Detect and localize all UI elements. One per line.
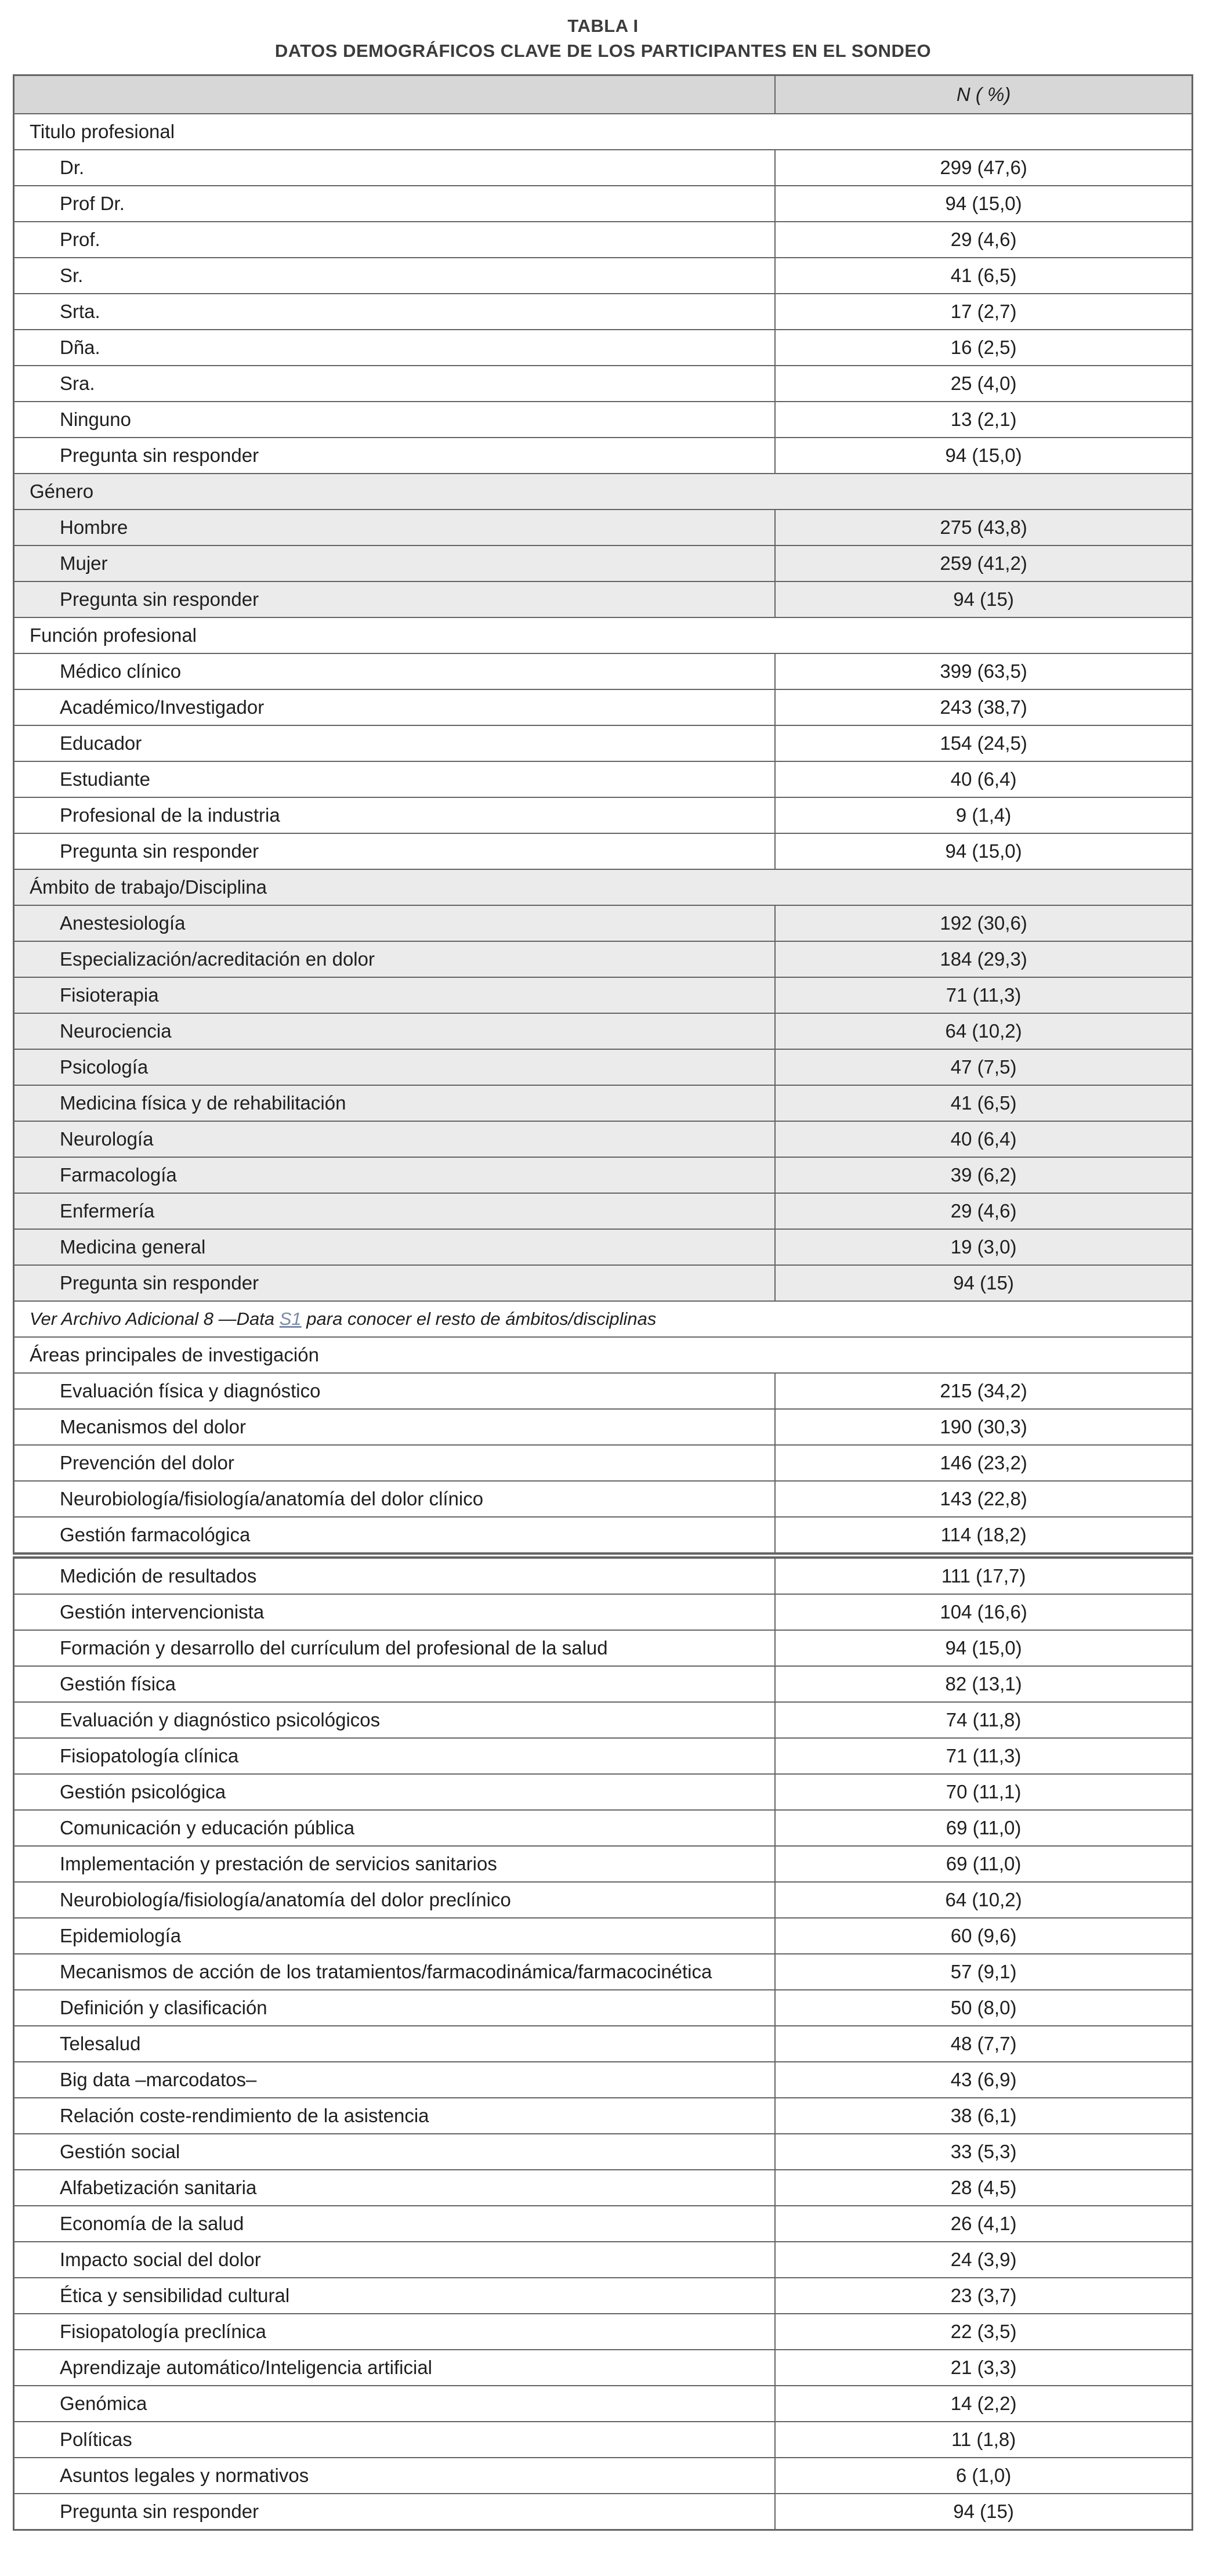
row-value: 243 (38,7) (775, 689, 1192, 725)
row-value: 47 (7,5) (775, 1049, 1192, 1085)
row-label: Enfermería (14, 1193, 776, 1229)
row-label: Hombre (14, 510, 776, 545)
note-text (14, 1301, 1193, 1337)
row-value: 275 (43,8) (775, 510, 1192, 545)
table-row (14, 1085, 1193, 1121)
row-label: Mecanismos del dolor (14, 1409, 776, 1445)
row-label: Dr. (14, 150, 776, 186)
row-label: Neurobiología/fisiología/anatomía del dolor preclínico (14, 1882, 776, 1918)
table-row (14, 1630, 1193, 1666)
row-label: Evaluación física y diagnóstico (14, 1373, 776, 1409)
row-label: Prevención del dolor (14, 1445, 776, 1481)
row-label: Pregunta sin responder (14, 1265, 776, 1301)
table-row (14, 2134, 1193, 2170)
table-row (14, 2098, 1193, 2134)
row-label: Ética y sensibilidad cultural (14, 2278, 776, 2314)
row-value: 94 (15) (775, 581, 1192, 617)
row-label: Gestión farmacológica (14, 1517, 776, 1556)
row-label: Comunicación y educación pública (14, 1810, 776, 1846)
table-row (14, 1229, 1193, 1265)
row-label: Neurobiología/fisiología/anatomía del dolor clínico (14, 1481, 776, 1517)
table-row (14, 1157, 1193, 1193)
row-value: 38 (6,1) (775, 2098, 1192, 2134)
table-row (14, 1373, 1193, 1409)
section-header-label: Género (14, 474, 1193, 510)
row-value: 146 (23,2) (775, 1445, 1192, 1481)
row-value: 50 (8,0) (775, 1990, 1192, 2026)
row-label: Pregunta sin responder (14, 581, 776, 617)
table-row (14, 330, 1193, 366)
row-value: 111 (17,7) (775, 1555, 1192, 1594)
row-label: Asuntos legales y normativos (14, 2458, 776, 2494)
row-label: Médico clínico (14, 653, 776, 689)
table-row (14, 2314, 1193, 2350)
table-row (14, 581, 1193, 617)
table-row (14, 689, 1193, 725)
row-value: 94 (15,0) (775, 438, 1192, 474)
row-label: Pregunta sin responder (14, 438, 776, 474)
table-row (14, 1193, 1193, 1229)
row-label: Psicología (14, 1049, 776, 1085)
table-row (14, 2458, 1193, 2494)
row-label: Definición y clasificación (14, 1990, 776, 2026)
table-row (14, 1702, 1193, 1738)
row-value: 6 (1,0) (775, 2458, 1192, 2494)
row-value: 399 (63,5) (775, 653, 1192, 689)
row-label: Aprendizaje automático/Inteligencia artificial (14, 2350, 776, 2386)
table-note-row (14, 1301, 1193, 1337)
table-row (14, 2494, 1193, 2530)
row-value: 69 (11,0) (775, 1810, 1192, 1846)
row-value: 41 (6,5) (775, 258, 1192, 294)
table-row (14, 1265, 1193, 1301)
row-value: 259 (41,2) (775, 545, 1192, 581)
row-label: Sr. (14, 258, 776, 294)
row-label: Anestesiología (14, 905, 776, 941)
table-row (14, 1738, 1193, 1774)
table-row (14, 653, 1193, 689)
table-header-row (14, 75, 1193, 114)
row-value: 40 (6,4) (775, 1121, 1192, 1157)
row-value: 16 (2,5) (775, 330, 1192, 366)
row-value: 13 (2,1) (775, 402, 1192, 438)
row-value: 24 (3,9) (775, 2242, 1192, 2278)
row-label: Fisiopatología preclínica (14, 2314, 776, 2350)
table-row (14, 1810, 1193, 1846)
row-label: Telesalud (14, 2026, 776, 2062)
table-row (14, 222, 1193, 258)
row-label: Economía de la salud (14, 2206, 776, 2242)
note-suffix: para conocer el resto de ámbitos/disciplinas (301, 1308, 657, 1329)
row-label: Alfabetización sanitaria (14, 2170, 776, 2206)
table-row (14, 1846, 1193, 1882)
table-body (14, 75, 1193, 2530)
row-label: Políticas (14, 2422, 776, 2458)
row-value: 14 (2,2) (775, 2386, 1192, 2422)
row-label: Epidemiología (14, 1918, 776, 1954)
section-header-label: Áreas principales de investigación (14, 1337, 1193, 1373)
table-row (14, 797, 1193, 833)
row-value: 33 (5,3) (775, 2134, 1192, 2170)
table-row (14, 510, 1193, 545)
table-row (14, 2422, 1193, 2458)
table-row (14, 977, 1193, 1013)
row-value: 74 (11,8) (775, 1702, 1192, 1738)
row-label: Dña. (14, 330, 776, 366)
section-header-row (14, 1337, 1193, 1373)
page-title: TABLA I (567, 16, 639, 36)
table-row (14, 366, 1193, 402)
row-label: Gestión física (14, 1666, 776, 1702)
table-row (14, 402, 1193, 438)
row-label: Profesional de la industria (14, 797, 776, 833)
table-row (14, 1666, 1193, 1702)
row-value: 94 (15,0) (775, 186, 1192, 222)
row-value: 184 (29,3) (775, 941, 1192, 977)
row-label: Impacto social del dolor (14, 2242, 776, 2278)
table-row (14, 438, 1193, 474)
table-row (14, 1409, 1193, 1445)
row-value: 299 (47,6) (775, 150, 1192, 186)
row-value: 28 (4,5) (775, 2170, 1192, 2206)
table-title-block (13, 14, 1193, 64)
table-row (14, 1990, 1193, 2026)
row-value: 94 (15) (775, 2494, 1192, 2530)
demographics-table (13, 74, 1193, 2531)
section-header-label: Titulo profesional (14, 114, 1193, 150)
row-value: 22 (3,5) (775, 2314, 1192, 2350)
row-label: Ninguno (14, 402, 776, 438)
row-label: Srta. (14, 294, 776, 330)
row-value: 21 (3,3) (775, 2350, 1192, 2386)
row-label: Estudiante (14, 761, 776, 797)
row-value: 9 (1,4) (775, 797, 1192, 833)
row-label: Relación coste-rendimiento de la asistencia (14, 2098, 776, 2134)
table-row (14, 294, 1193, 330)
row-value: 114 (18,2) (775, 1517, 1192, 1556)
row-label: Medicina general (14, 1229, 776, 1265)
header-n-percent-label: N ( %) (775, 75, 1192, 114)
row-label: Genómica (14, 2386, 776, 2422)
table-row (14, 545, 1193, 581)
row-value: 190 (30,3) (775, 1409, 1192, 1445)
table-row (14, 2026, 1193, 2062)
row-value: 17 (2,7) (775, 294, 1192, 330)
row-value: 57 (9,1) (775, 1954, 1192, 1990)
table-row (14, 725, 1193, 761)
table-row (14, 1555, 1193, 1594)
table-row (14, 905, 1193, 941)
table-row (14, 941, 1193, 977)
row-value: 19 (3,0) (775, 1229, 1192, 1265)
row-value: 104 (16,6) (775, 1594, 1192, 1630)
row-label: Neurociencia (14, 1013, 776, 1049)
page-subtitle: DATOS DEMOGRÁFICOS CLAVE DE LOS PARTICIPANTES EN EL SONDEO (274, 40, 932, 61)
row-label: Gestión intervencionista (14, 1594, 776, 1630)
table-row (14, 150, 1193, 186)
row-value: 26 (4,1) (775, 2206, 1192, 2242)
row-label: Especialización/acreditación en dolor (14, 941, 776, 977)
row-value: 94 (15,0) (775, 833, 1192, 869)
section-header-row (14, 474, 1193, 510)
table-row (14, 2278, 1193, 2314)
row-value: 154 (24,5) (775, 725, 1192, 761)
row-label: Implementación y prestación de servicios sanitarios (14, 1846, 776, 1882)
row-value: 40 (6,4) (775, 761, 1192, 797)
row-label: Neurología (14, 1121, 776, 1157)
row-label: Sra. (14, 366, 776, 402)
table-row (14, 1013, 1193, 1049)
row-value: 39 (6,2) (775, 1157, 1192, 1193)
row-value: 23 (3,7) (775, 2278, 1192, 2314)
row-value: 192 (30,6) (775, 905, 1192, 941)
row-label: Evaluación y diagnóstico psicológicos (14, 1702, 776, 1738)
table-row (14, 1882, 1193, 1918)
table-row (14, 2350, 1193, 2386)
table-row (14, 1481, 1193, 1517)
row-label: Pregunta sin responder (14, 2494, 776, 2530)
row-value: 94 (15) (775, 1265, 1192, 1301)
section-header-row (14, 869, 1193, 905)
table-row (14, 2242, 1193, 2278)
row-label: Gestión psicológica (14, 1774, 776, 1810)
row-label: Prof Dr. (14, 186, 776, 222)
table-row (14, 1918, 1193, 1954)
section-header-label: Ámbito de trabajo/Disciplina (14, 869, 1193, 905)
row-value: 43 (6,9) (775, 2062, 1192, 2098)
table-row (14, 2386, 1193, 2422)
row-label: Fisiopatología clínica (14, 1738, 776, 1774)
table-row (14, 1121, 1193, 1157)
row-value: 215 (34,2) (775, 1373, 1192, 1409)
row-value: 11 (1,8) (775, 2422, 1192, 2458)
note-link-s1[interactable]: S1 (279, 1308, 302, 1329)
row-label: Formación y desarrollo del currículum del profesional de la salud (14, 1630, 776, 1666)
table-row (14, 1594, 1193, 1630)
table-row (14, 1954, 1193, 1990)
row-value: 29 (4,6) (775, 222, 1192, 258)
row-label: Mecanismos de acción de los tratamientos/farmacodinámica/farmacocinética (14, 1954, 776, 1990)
table-row (14, 1445, 1193, 1481)
row-value: 25 (4,0) (775, 366, 1192, 402)
row-value: 41 (6,5) (775, 1085, 1192, 1121)
row-label: Big data –marcodatos– (14, 2062, 776, 2098)
row-value: 48 (7,7) (775, 2026, 1192, 2062)
note-prefix: Ver Archivo Adicional 8 —Data (30, 1308, 280, 1329)
section-header-label: Función profesional (14, 617, 1193, 653)
table-row (14, 186, 1193, 222)
table-row (14, 833, 1193, 869)
section-header-row (14, 114, 1193, 150)
row-label: Fisioterapia (14, 977, 776, 1013)
row-value: 71 (11,3) (775, 977, 1192, 1013)
row-value: 143 (22,8) (775, 1481, 1192, 1517)
row-label: Gestión social (14, 2134, 776, 2170)
row-label: Farmacología (14, 1157, 776, 1193)
row-value: 82 (13,1) (775, 1666, 1192, 1702)
row-value: 71 (11,3) (775, 1738, 1192, 1774)
table-row (14, 1049, 1193, 1085)
header-empty-cell (14, 75, 776, 114)
section-header-row (14, 617, 1193, 653)
row-label: Medición de resultados (14, 1555, 776, 1594)
row-label: Pregunta sin responder (14, 833, 776, 869)
row-label: Medicina física y de rehabilitación (14, 1085, 776, 1121)
table-row (14, 2170, 1193, 2206)
row-label: Académico/Investigador (14, 689, 776, 725)
row-value: 64 (10,2) (775, 1882, 1192, 1918)
table-row (14, 761, 1193, 797)
table-row (14, 2206, 1193, 2242)
row-value: 69 (11,0) (775, 1846, 1192, 1882)
row-label: Educador (14, 725, 776, 761)
row-value: 60 (9,6) (775, 1918, 1192, 1954)
table-row (14, 1774, 1193, 1810)
row-value: 70 (11,1) (775, 1774, 1192, 1810)
row-label: Prof. (14, 222, 776, 258)
row-label: Mujer (14, 545, 776, 581)
row-value: 64 (10,2) (775, 1013, 1192, 1049)
table-row (14, 1517, 1193, 1556)
row-value: 94 (15,0) (775, 1630, 1192, 1666)
row-value: 29 (4,6) (775, 1193, 1192, 1229)
table-row (14, 258, 1193, 294)
table-row (14, 2062, 1193, 2098)
